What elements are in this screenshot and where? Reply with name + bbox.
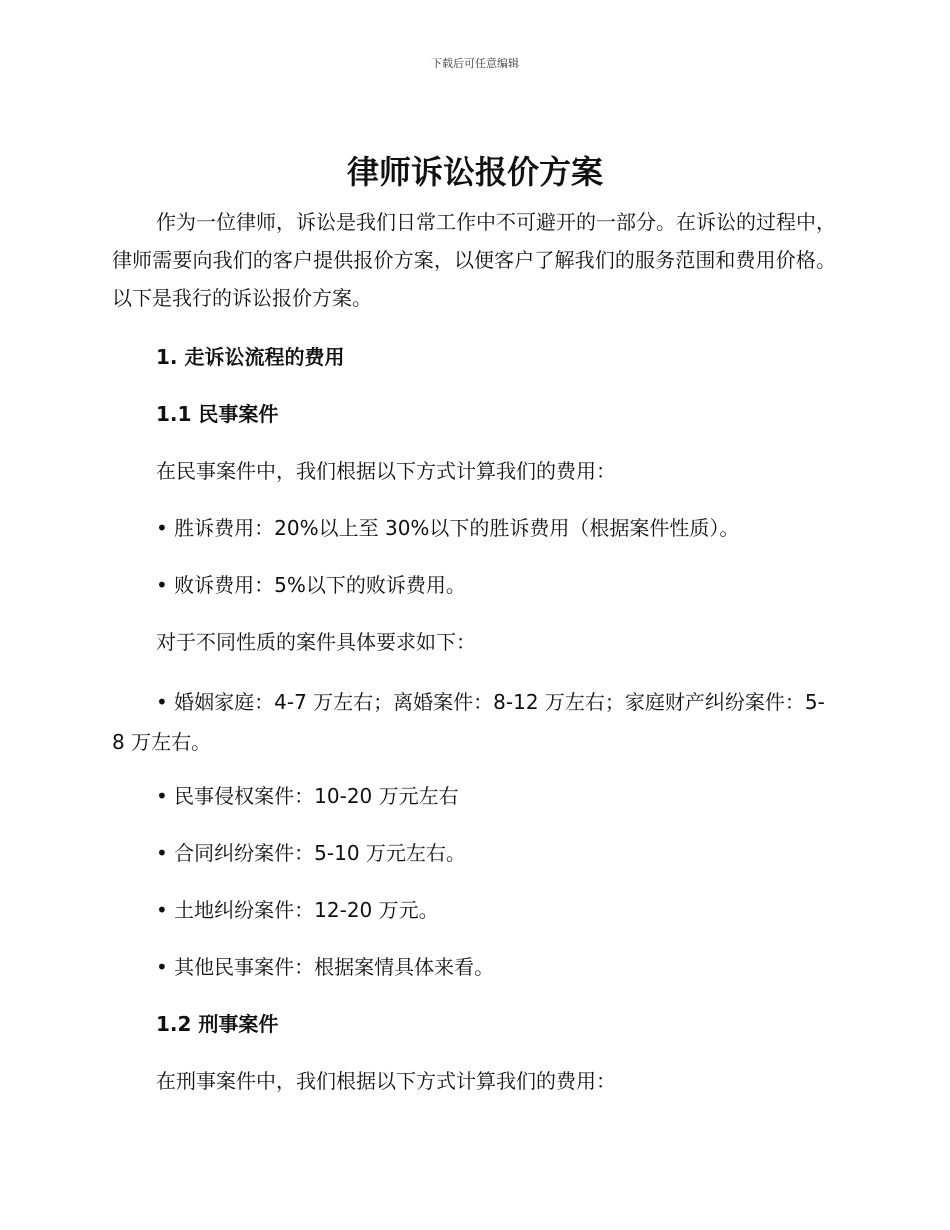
family-fee-item: • 婚姻家庭：4-7 万左右；离婚案件：8-12 万左右；家庭财产纠纷案件：5-8 万左右。	[112, 690, 825, 754]
civil-fee-lead: 在民事案件中，我们根据以下方式计算我们的费用：	[156, 459, 616, 483]
win-fee-item: • 胜诉费用：20%以上至 30%以下的胜诉费用（根据案件性质）。	[156, 516, 740, 540]
other-civil-fee-item: • 其他民事案件：根据案情具体来看。	[156, 955, 495, 979]
requirements-lead: 对于不同性质的案件具体要求如下：	[156, 630, 476, 654]
criminal-fee-lead: 在刑事案件中，我们根据以下方式计算我们的费用：	[156, 1069, 616, 1093]
civil-cases-heading: 1.1 民事案件	[156, 402, 279, 426]
header-note: 下载后可任意编辑	[431, 57, 519, 70]
tort-fee-item: • 民事侵权案件：10-20 万元左右	[156, 784, 459, 808]
land-fee-item: • 土地纠纷案件：12-20 万元。	[156, 898, 439, 922]
criminal-cases-heading: 1.2 刑事案件	[156, 1012, 279, 1036]
page-title: 律师诉讼报价方案	[346, 153, 603, 191]
contract-fee-item: • 合同纠纷案件：5-10 万元左右。	[156, 841, 466, 865]
section-1-heading: 1. 走诉讼流程的费用	[156, 345, 345, 369]
document-body	[112, 203, 836, 1121]
intro-paragraph: 作为一位律师，诉讼是我们日常工作中不可避开的一部分。在诉讼的过程中，律师需要向我们的客户提供报价方案，以便客户了解我们的服务范围和费用价格。以下是我行的诉讼报价方案。	[112, 210, 836, 310]
lose-fee-item: • 败诉费用：5%以下的败诉费用。	[156, 573, 466, 597]
